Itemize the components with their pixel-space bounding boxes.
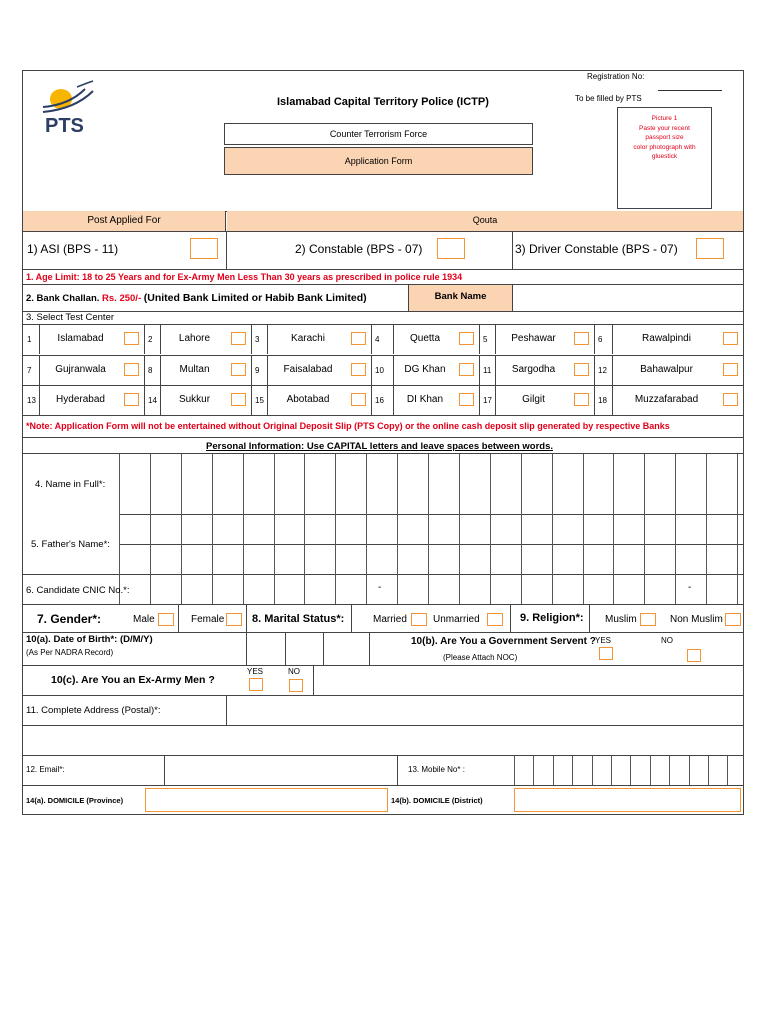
char-cell-divider (552, 454, 553, 604)
test-center-name: Karachi (291, 333, 325, 344)
married-checkbox[interactable] (411, 613, 427, 626)
test-center-name: Gilgit (522, 394, 545, 405)
mobile-digit-divider (689, 755, 690, 785)
filled-by-label: To be filled by PTS (575, 94, 642, 103)
test-center-number: 13 (27, 396, 36, 405)
marital-label: 8. Marital Status*: (252, 613, 345, 625)
quota-header (227, 211, 743, 231)
religion-label: 9. Religion*: (520, 612, 584, 624)
char-cell-divider (366, 454, 367, 604)
quota-label: Qouta (472, 215, 498, 225)
test-center-number: 11 (483, 366, 492, 375)
test-center-name: Peshawar (511, 333, 556, 344)
test-center-checkbox[interactable] (723, 332, 738, 345)
char-cell-divider (583, 454, 584, 604)
test-center-checkbox[interactable] (351, 363, 366, 376)
mobile-digit-divider (533, 755, 534, 785)
test-center-name: Bahawalpur (640, 364, 693, 375)
govt-servant-label: 10(b). Are You a Government Servent ? (411, 636, 596, 647)
challan-amount: Rs. 250/- (102, 293, 142, 304)
test-center-number: 6 (598, 335, 603, 344)
test-center-name: Faisalabad (283, 364, 333, 375)
govt-no-label: NO (661, 636, 673, 645)
cnic-dash-1: - (378, 582, 382, 593)
application-form (22, 70, 744, 815)
char-cell-divider (181, 454, 182, 604)
char-cell-divider (119, 454, 120, 604)
photo-box[interactable] (617, 107, 712, 209)
address-input-2[interactable] (24, 726, 742, 754)
email-label: 12. Email*: (26, 765, 65, 774)
test-center-name: Sukkur (178, 394, 211, 405)
test-center-number: 14 (148, 396, 157, 405)
test-center-name: Multan (179, 364, 210, 375)
mobile-label: 13. Mobile No* : (408, 765, 465, 774)
mobile-digit-divider (727, 755, 728, 785)
dob-label: 10(a). Date of Birth*: (D/M/Y) (26, 634, 153, 645)
domicile-district-label: 14(b). DOMICILE (District) (391, 796, 483, 805)
mobile-digit-divider (553, 755, 554, 785)
pts-logo (41, 79, 101, 139)
char-cell-divider (304, 454, 305, 604)
char-cell-divider (675, 454, 676, 604)
post-driver: 3) Driver Constable (BPS - 07) (515, 242, 678, 256)
char-cell-divider (397, 454, 398, 604)
test-center-name: Sargodha (511, 364, 556, 375)
mobile-digit-divider (572, 755, 573, 785)
post-constable-checkbox[interactable] (437, 238, 465, 259)
test-center-checkbox[interactable] (124, 363, 139, 376)
char-cell-divider (335, 454, 336, 604)
address-label: 11. Complete Address (Postal)*: (26, 705, 161, 716)
test-center-checkbox[interactable] (124, 332, 139, 345)
test-center-number: 15 (255, 396, 264, 405)
char-cell-divider (274, 454, 275, 604)
test-center-number: 2 (148, 335, 153, 344)
email-input[interactable] (165, 756, 397, 784)
test-center-checkbox[interactable] (574, 363, 589, 376)
address-input-1[interactable] (227, 696, 743, 724)
male-label: Male (133, 614, 155, 625)
domicile-province-input[interactable] (145, 788, 388, 812)
mobile-digit-divider (650, 755, 651, 785)
bank-challan-row (26, 292, 367, 304)
test-center-number: 3 (255, 335, 260, 344)
test-center-number: 10 (375, 366, 384, 375)
mobile-digit-divider (592, 755, 593, 785)
post-constable: 2) Constable (BPS - 07) (295, 242, 423, 256)
cnic-dash-2: - (688, 582, 692, 593)
test-center-name: Abotabad (286, 394, 330, 405)
test-center-name: Hyderabad (56, 394, 105, 405)
test-center-checkbox[interactable] (351, 393, 366, 406)
mobile-digit-divider (514, 755, 515, 785)
test-center-label: 3. Select Test Center (26, 312, 115, 323)
test-center-checkbox[interactable] (459, 363, 474, 376)
gender-label: 7. Gender*: (37, 612, 102, 626)
post-applied-label: Post Applied For (87, 215, 161, 226)
govt-yes-checkbox[interactable] (599, 647, 613, 660)
post-asi-checkbox[interactable] (190, 238, 218, 259)
test-center-checkbox[interactable] (231, 363, 246, 376)
cnic-label: 6. Candidate CNIC No.*: (26, 585, 130, 596)
mobile-digit-divider (630, 755, 631, 785)
photo-line-5: gluestick (651, 153, 678, 160)
test-center-checkbox[interactable] (351, 332, 366, 345)
test-center-number: 5 (483, 335, 488, 344)
govt-note: (Please Attach NOC) (443, 653, 518, 662)
char-cell-divider (428, 454, 429, 604)
test-center-name: Gujranwala (55, 364, 106, 375)
challan-banks: (United Bank Limited or Habib Bank Limited) (143, 292, 367, 304)
domicile-province-label: 14(a). DOMICILE (Province) (26, 796, 124, 805)
char-cell-divider (521, 454, 522, 604)
bank-name-label: Bank Name (434, 291, 487, 302)
mobile-digit-divider (611, 755, 612, 785)
test-center-number: 18 (598, 396, 607, 405)
registration-label: Registration No: (587, 72, 645, 81)
bank-challan-label: 2. Bank Challan. (26, 293, 100, 304)
test-center-checkbox[interactable] (231, 393, 246, 406)
test-center-checkbox[interactable] (124, 393, 139, 406)
post-driver-checkbox[interactable] (696, 238, 724, 259)
test-center-name: Muzzafarabad (634, 394, 699, 405)
dob-note: (As Per NADRA Record) (26, 648, 114, 657)
char-cell-divider (459, 454, 460, 604)
mobile-digit-divider (669, 755, 670, 785)
non-muslim-checkbox[interactable] (725, 613, 741, 626)
test-center-checkbox[interactable] (723, 363, 738, 376)
photo-line-4: color photograph with (633, 143, 696, 151)
department-box (224, 123, 533, 145)
govt-no-checkbox[interactable] (687, 649, 701, 662)
test-center-checkbox[interactable] (231, 332, 246, 345)
form-name: Application Form (344, 156, 413, 166)
test-center-name: DI Khan (406, 394, 444, 405)
char-cell-divider (150, 454, 151, 604)
test-center-checkbox[interactable] (459, 332, 474, 345)
department-name: Counter Terrorism Force (329, 129, 428, 139)
test-center-name: Rawalpindi (642, 333, 691, 344)
test-center-number: 8 (148, 366, 153, 375)
test-center-name: Islamabad (57, 333, 104, 344)
post-applied-header (23, 211, 226, 231)
army-yes-label: YES (247, 667, 264, 676)
unmarried-label: Unmarried (433, 614, 480, 625)
test-center-number: 17 (483, 396, 492, 405)
test-center-number: 16 (375, 396, 384, 405)
test-center-name: Quetta (409, 333, 441, 344)
army-yes-checkbox[interactable] (249, 678, 263, 691)
test-center-number: 9 (255, 366, 260, 375)
non-muslim-label: Non Muslim (670, 614, 723, 625)
logo-text: PTS (45, 115, 84, 137)
test-center-checkbox[interactable] (723, 393, 738, 406)
female-label: Female (191, 614, 225, 625)
army-no-label: NO (288, 667, 300, 676)
father-name-label: 5. Father's Name*: (31, 539, 110, 550)
test-center-number: 7 (27, 366, 32, 375)
mobile-digit-divider (708, 755, 709, 785)
test-center-checkbox[interactable] (574, 332, 589, 345)
char-cell-divider (490, 454, 491, 604)
form-title: Islamabad Capital Territory Police (ICTP) (277, 96, 489, 108)
pts-logo-icon (41, 79, 101, 119)
name-label: 4. Name in Full*: (35, 479, 106, 490)
army-no-checkbox[interactable] (289, 679, 303, 692)
char-cell-divider (737, 454, 738, 604)
female-checkbox[interactable] (226, 613, 242, 626)
test-center-checkbox[interactable] (459, 393, 474, 406)
char-cell-divider (613, 454, 614, 604)
photo-line-3: passport size (645, 134, 684, 141)
bank-name-label-box (408, 285, 513, 311)
char-cell-divider (212, 454, 213, 604)
ex-army-label: 10(c). Are You an Ex-Army Men ? (51, 674, 215, 686)
domicile-district-input[interactable] (514, 788, 741, 812)
char-cell-divider (706, 454, 707, 604)
male-checkbox[interactable] (158, 613, 174, 626)
photo-line-1: Picture 1 (651, 115, 678, 122)
test-center-name: Lahore (178, 333, 211, 344)
govt-yes-label: YES (595, 636, 612, 645)
test-center-name: DG Khan (404, 364, 446, 375)
married-label: Married (373, 614, 407, 625)
bank-name-input[interactable] (514, 285, 743, 311)
test-center-number: 12 (598, 366, 607, 375)
post-asi: 1) ASI (BPS - 11) (27, 242, 119, 256)
test-center-checkbox[interactable] (574, 393, 589, 406)
char-cell-divider (644, 454, 645, 604)
form-name-box (224, 147, 533, 175)
muslim-checkbox[interactable] (640, 613, 656, 626)
unmarried-checkbox[interactable] (487, 613, 503, 626)
personal-info-heading: Personal Information: Use CAPITAL letters and leave spaces between words. (206, 441, 554, 452)
age-limit: 1. Age Limit: 18 to 25 Years and for Ex-Army Men Less Than 30 years as prescribed in police rule 1934 (26, 272, 463, 282)
char-cell-divider (243, 454, 244, 604)
test-center-number: 4 (375, 335, 380, 344)
test-center-number: 1 (27, 335, 32, 344)
muslim-label: Muslim (605, 614, 637, 625)
photo-line-2: Paste your recent (639, 124, 690, 132)
note-text: *Note: Application Form will not be entertained without Original Deposit Slip (PTS Copy) or the online cash deposit slip generated by respective Banks (26, 421, 670, 431)
